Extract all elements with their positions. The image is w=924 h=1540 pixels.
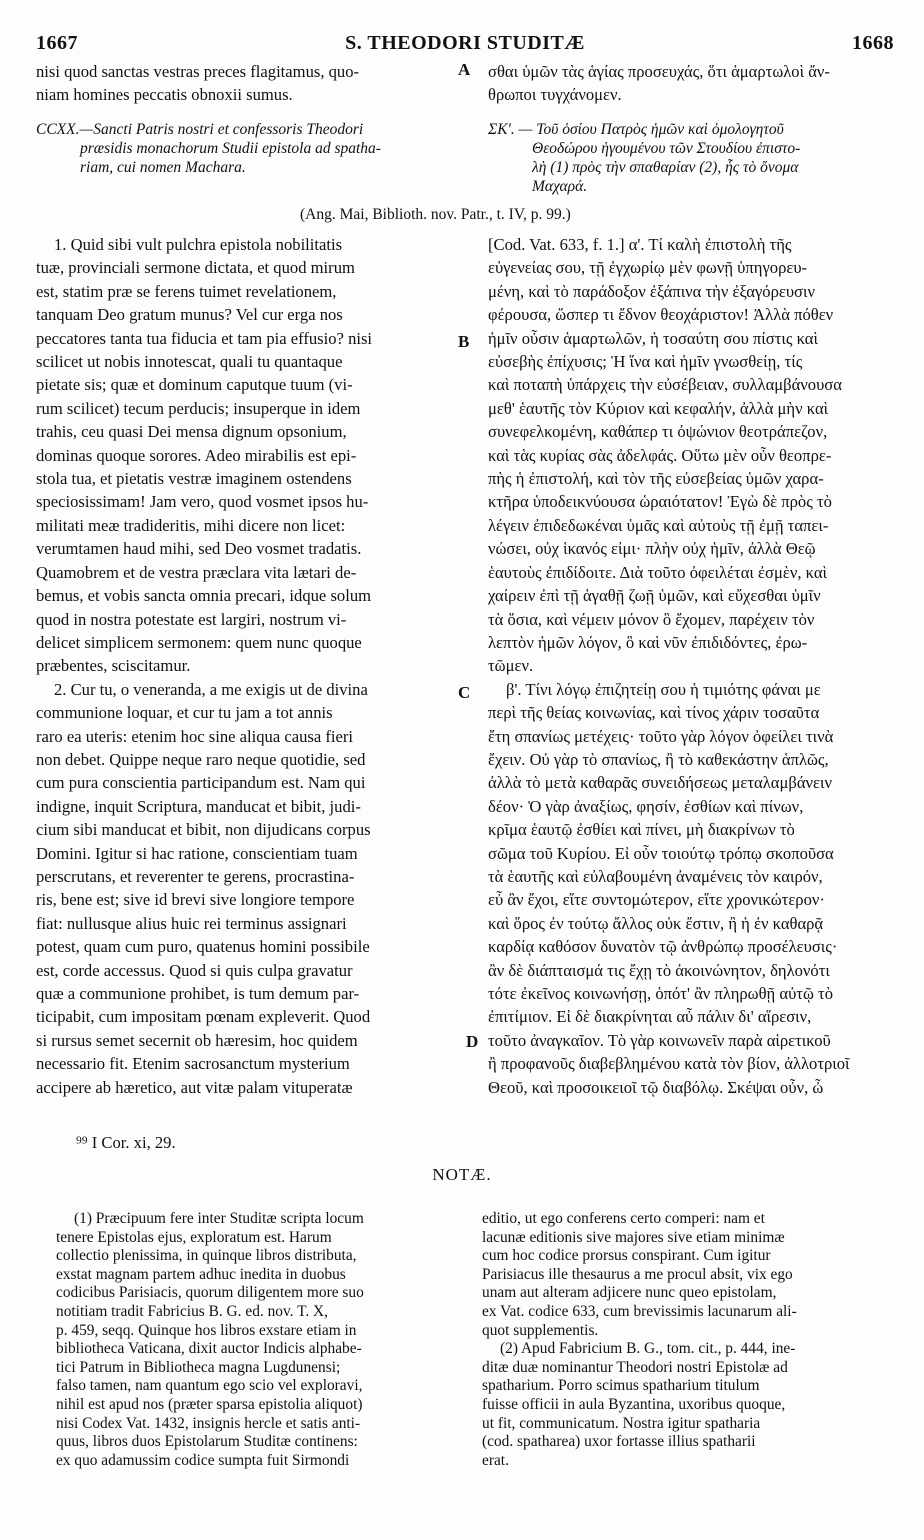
latin-text-line: non debet. Quippe neque raro neque quotidie, sed [36,749,366,769]
greek-text-line: μεθ' ἑαυτῆς τὸν Κύριον καὶ κεφαλήν, ἀλλὰ μὴν καὶ [488,398,829,418]
scripture-footnote: ⁹⁹ I Cor. xi, 29. [76,1133,176,1152]
heading-greek-line: Μαχαρά. [532,178,588,195]
running-title: S. THEODORI STUDITÆ [345,32,585,54]
greek-text-line: [Cod. Vat. 633, f. 1.] α'. Τί καλὴ ἐπιστολὴ τῆς [488,235,792,254]
greek-text-line: β'. Τίνι λόγῳ ἐπιζητείῃ σου ἡ τιμιότης φάναι με [506,679,821,699]
note-line: quot supplementis. [482,1321,599,1339]
greek-text-line: ἐπιτίμιον. Εἰ δὲ διακρίνηται αὖ πάλιν δι' αἵρεσιν, [488,1007,812,1027]
latin-text-line: est, statim præ se ferens tuimet revelationem, [36,281,337,301]
note-line: tici Patrum in Bibliotheca magna Lugdunensi; [56,1358,341,1376]
greek-text-line: τότε ἐκεῖνος κοινωνήσῃ, ὁπότ' ἂν πληρωθῇ αὐτῷ τὸ [488,984,833,1003]
latin-text-line: bemus, et vobis sancta omnia precari, idque solum [36,586,372,606]
latin-text-line: ticipabit, cum impositam pœnam expleverit. Quod [36,1007,371,1027]
note-line: fuisse officii in aula Byzantina, uxoribus quoque, [482,1395,786,1413]
latin-text-line: cium sibi manducat et bibit, non dijudicans corpus [36,820,371,840]
intro-greek-line: θρωποι τυγχάνομεν. [488,85,622,105]
greek-text-line: πὴς ἡ ἐπιστολή, καὶ τὸν τῆς εὐσεβείας ὑμῶν χαρα- [488,469,824,489]
greek-text-line: ἢ προφανοῦς διαβεβλημένου κατὰ τὸν βίον, ἀλλοτριοῖ [488,1054,850,1074]
greek-text-line: ἔτη σπανίως μετέχεις· τοῦτο γὰρ λόγον ὀφείλει τινὰ [488,726,834,746]
margin-letter-a: A [458,60,471,79]
greek-text-line: τὰ ἑαυτῆς καὶ εὐλαβουμένη ἀναμένεις τὸν καιρόν, [488,866,823,886]
latin-text-line: 1. Quid sibi vult pulchra epistola nobilitatis [54,235,343,254]
note-line: quus, libros duos Epistolarum Studitæ continens: [56,1433,358,1451]
greek-text-line: καὶ τὰς κυρίας σὰς ἀδελφάς. Οὕτω μὲν οὖν θεοπρε- [488,445,832,465]
greek-text-line: καὶ ποταπὴ ὑπάρχεις τὴν εὐσέβειαν, συλλαμβάνουσα [488,375,842,395]
greek-text-line: νώσει, οὐχ ἱκανός εἰμι· πλὴν οὐχ ἡμῖν, ἀλλὰ Θεῷ [488,539,816,559]
latin-text-line: pietate sis; quæ et dominum caputque tuum (vi- [36,375,353,395]
note-line: unam aut alteram adjicere nunc queo epistolam, [482,1284,777,1302]
latin-text-line: stola tua, et pietatis vestræ imaginem ostendens [36,469,352,489]
source-citation: (Ang. Mai, Biblioth. nov. Patr., t. IV, p. 99.) [300,206,571,223]
latin-text-line: ris, bene est; sive id brevi sive longiore tempore [36,890,355,910]
margin-letter-d: D [466,1032,479,1051]
latin-text-line: perscrutans, et reverenter te gerens, procrastina- [36,866,355,886]
greek-text-line: ἑαυτοὺς ἐπιδίδοιτε. Διὰ τοῦτο ὀφειλέται ἐσμὲν, καὶ [488,562,827,582]
greek-text-line: περὶ τῆς θείας κοινωνίας, καὶ τίνος χάριν τοσαῦτα [488,703,820,723]
note-line: erat. [482,1451,509,1469]
note-line: notitiam tradit Fabricius B. G. ed. nov. T. X, [56,1302,329,1320]
latin-text-line: quæ a communione prohibet, is tum demum par- [36,984,360,1003]
note-line: (cod. spatharea) uxor fortasse illius spatharii [482,1433,756,1451]
margin-letter-c: C [458,683,471,702]
note-line: (1) Præcipuum fere inter Studitæ scripta locum [74,1210,364,1227]
greek-text-line: λέγειν ἐπιδεδωκέναι ὑμᾶς καὶ αὐτοὺς τῇ ἐμῇ ταπει- [488,515,829,535]
latin-text-line: militati meæ tradideritis, mihi dicere non licet: [36,515,346,535]
note-line: bibliotheca Vaticana, dixit auctor Indicis alphabe- [56,1340,362,1358]
note-line: exstat magnam partem adhuc inedita in duobus [56,1265,346,1283]
note-line: ex Vat. codice 633, cum brevissimis lacunarum ali- [482,1302,797,1320]
latin-text-line: necessario fit. Etenim sacrosanctum mysterium [36,1054,350,1074]
latin-text-line: trahis, ceu quasi Dei mensa dignum opsonium, [36,422,347,442]
note-line: cum hoc codice prorsus conspirant. Cum igitur [482,1247,771,1265]
intro-latin-line: nisi quod sanctas vestras preces flagitamus, quo- [36,62,360,81]
greek-text-line: εὐγενείας σου, τῇ ἐγχωρίῳ μὲν φωνῇ ὑπηγορευ- [488,258,808,278]
note-line: editio, ut ego conferens certo comperi: nam et [482,1210,765,1227]
intro-latin [36,60,456,107]
letter-heading-latin [36,120,456,177]
greek-column [488,233,888,1099]
heading-latin-line: riam, cui nomen Machara. [80,159,246,176]
latin-text-line: tuæ, provinciali sermone dictata, et quod mirum [36,258,355,278]
latin-text-line: tanquam Deo gratum munus? Vel cur erga nos [36,305,343,325]
note-line: lacunæ editionis sive majores sive etiam minimæ [482,1228,785,1246]
latin-text-line: indigne, inquit Scriptura, manducat et bibit, judi- [36,796,361,816]
note-line: ex quo adamussim codice sumpta fuit Sirmondi [56,1451,350,1469]
greek-text-line: ἡμῖν οὖσιν ἁμαρτωλῶν, ἡ τοσαύτη σου πίστις καὶ [488,328,818,348]
note-line: spatharium. Porro scimus spatharium titulum [482,1377,760,1395]
latin-text-line: cum pura conscientia participandum est. Nam qui [36,773,366,793]
note-line: collectio plenissima, in quinque libros distributa, [56,1247,357,1265]
heading-greek-line: λὴ (1) πρὸς τὴν σπαθαρίαν (2), ἧς τὸ ὄνομα [532,159,799,176]
greek-text-line: εὐσεβὴς ἐπίχυσις; Ἡ ἵνα καὶ ἡμῖν γνωσθείῃ, τίς [488,352,803,372]
greek-text-line: τὰ ὅσια, καὶ νέμειν μόνον ὃ ἔχομεν, παρέχειν τὸν [488,609,815,629]
latin-text-line: Domini. Igitur si hac ratione, conscientiam tuam [36,843,358,863]
greek-text-line: Θεοῦ, καὶ προσοικειοῖ τῷ διαβόλῳ. Σκέψαι οὖν, ὦ [488,1077,824,1097]
intro-greek-line: σθαι ὑμῶν τὰς ἁγίας προσευχάς, ὅτι ἁμαρτωλοὶ ἄν- [488,62,830,81]
latin-text-line: præbentes, sciscitamur. [36,656,191,676]
latin-text-line: 2. Cur tu, o veneranda, a me exigis ut de divina [54,679,368,699]
intro-latin-line: niam homines peccatis obnoxii sumus. [36,85,293,105]
note-line: falso tamen, nam quantum ego scio vel exploravi, [56,1377,363,1395]
greek-text-line: εὖ ἂν ἔχοι, εἴτε συντομώτερον, εἴτε χρονικώτερον· [488,890,825,910]
notes-column-left [56,1210,466,1470]
note-line: nihil est apud nos (præter sparsa epistolia aliquot) [56,1395,363,1413]
greek-text-line: ἂν δὲ διάπταισμά τις ἔχῃ τὸ ἀκοινώνητον, δηλονότι [488,960,830,980]
running-head [36,32,894,58]
latin-text-line: quod in nostra potestate est largiri, nostrum vi- [36,609,347,629]
latin-text-line: accipere ab hæretico, aut vitæ palam vituperatæ [36,1077,353,1097]
latin-column [36,233,456,1099]
latin-text-line: potest, quam cum puro, quatenus homini possibile [36,937,370,957]
latin-text-line: fiat: nullusque alius huic rei terminus assignari [36,913,347,933]
margin-letter-b: B [458,332,470,351]
heading-greek-line: ΣΚ'. — Τοῦ ὁσίου Πατρὸς ἡμῶν καὶ ὁμολογητοῦ [488,121,784,138]
greek-text-line: μένη, καὶ τὸ παράδοξον ἐξάπινα τὴν ἐξαγόρευσιν [488,281,815,301]
notes-column-right [482,1210,892,1470]
latin-text-line: est, corde accessus. Quod si quis culpa gravatur [36,960,353,980]
greek-text-line: συνεφελκομένη, καθάπερ τι ὀψώνιον θεοτράπεζον, [488,422,828,442]
latin-text-line: rum scilicet) tecum perducis; insuperque in idem [36,398,361,418]
heading-greek-line: Θεοδώρου ἡγουμένου τῶν Στουδίου ἐπιστο- [532,140,801,157]
letter-heading-greek [488,120,888,196]
greek-text-line: τοῦτο ἀναγκαῖον. Τὸ γὰρ κοινωνεῖν παρὰ αἱρετικοῦ [488,1030,831,1050]
note-line: codicibus Parisiacis, quorum diligentem more suo [56,1284,364,1302]
page-number-left: 1667 [36,32,78,54]
page-number-right: 1668 [851,32,894,54]
greek-text-line: δέον· Ὁ γὰρ ἀναξίως, φησίν, ἐσθίων καὶ πίνων, [488,796,804,816]
latin-text-line: scilicet ut nobis innotescat, quali tu quantaque [36,352,343,372]
greek-text-line: ἀλλὰ τὸ μετὰ καθαρᾶς συνειδήσεως μεταλαμβάνειν [488,773,832,793]
note-line: p. 459, seqq. Quinque hos libros exstare etiam in [56,1321,357,1339]
latin-text-line: si rursus semet secernit ob hæresim, hoc quidem [36,1030,358,1050]
heading-latin-line: præsidis monachorum Studii epistola ad spatha- [80,140,381,157]
latin-text-line: delicet simplicem sermonem: quem nunc quoque [36,632,362,652]
latin-text-line: speciosissimam! Jam vero, quod vosmet ipsos hu- [36,492,369,512]
intro-greek [488,60,888,107]
greek-text-line: φέρουσα, ὥσπερ τι ἔδνον θεοχάριστον! Ἀλλὰ πόθεν [488,305,834,325]
latin-text-line: verumtamen haud mihi, sed Deo vosmet tradatis. [36,539,362,559]
greek-text-line: λεπτὸν ἡμῶν λόγον, ὃ καὶ νῦν ἐπιδιδόντες, ἐρω- [488,632,808,652]
note-line: ditæ duæ nominantur Theodori nostri Epistolæ ad [482,1358,788,1376]
greek-text-line: καρδίᾳ καθόσον δυνατὸν τῷ ἀνθρώπῳ προσέλευσις· [488,937,838,957]
latin-text-line: dominas quoque sorores. Adeo mirabilis est epi- [36,445,357,465]
latin-text-line: peccatores tanta tua fiducia et tam pia effusio? nisi [36,328,373,348]
greek-text-line: καὶ ὅρος ἐν τούτῳ ἄλλος οὐκ ἔστιν, ἢ ἡ ἐν καθαρᾷ [488,913,824,933]
latin-text-line: raro ea uteris: etenim hoc sine aliqua causa fieri [36,726,353,746]
notes-title: NOTÆ. [432,1165,492,1184]
greek-text-line: ἔχειν. Οὐ γὰρ τὸ σπανίως, ἢ τὸ καθεκάστην ἁπλῶς, [488,749,829,769]
note-line: (2) Apud Fabricium B. G., tom. cit., p. 444, ine- [500,1340,796,1358]
note-line: tenere Epistolas ejus, exploratum est. Harum [56,1228,332,1246]
latin-text-line: communione loquar, et cur tu jam a tot annis [36,703,333,723]
note-line: ut fit, communicatum. Nostra igitur spatharia [482,1414,761,1432]
greek-text-line: κτῆρα ὑποδεικνύουσα ὡραιότατον! Ἐγὼ δὲ πρὸς τὸ [488,492,832,512]
latin-text-line: Quamobrem et de vestra præclara vita lætari de- [36,562,357,582]
note-line: Parisiacus ille thesaurus a me procul absit, vix ego [482,1265,793,1283]
heading-latin-line: CCXX.—Sancti Patris nostri et confessoris Theodori [36,121,364,138]
greek-text-line: σῶμα τοῦ Κυρίου. Εἰ οὖν τοιούτῳ τρόπῳ σκοποῦσα [488,843,834,863]
greek-text-line: χαίρειν ἐπὶ τῇ ἀγαθῇ ζωῇ ὑμῶν, καὶ εὔχεσθαι ὑμῖν [488,586,821,606]
greek-text-line: τῶμεν. [488,656,534,676]
note-line: nisi Codex Vat. 1432, insignis hercle et satis anti- [56,1414,361,1432]
greek-text-line: κρῖμα ἑαυτῷ ἐσθίει καὶ πίνει, μὴ διακρίνων τὸ [488,820,795,840]
